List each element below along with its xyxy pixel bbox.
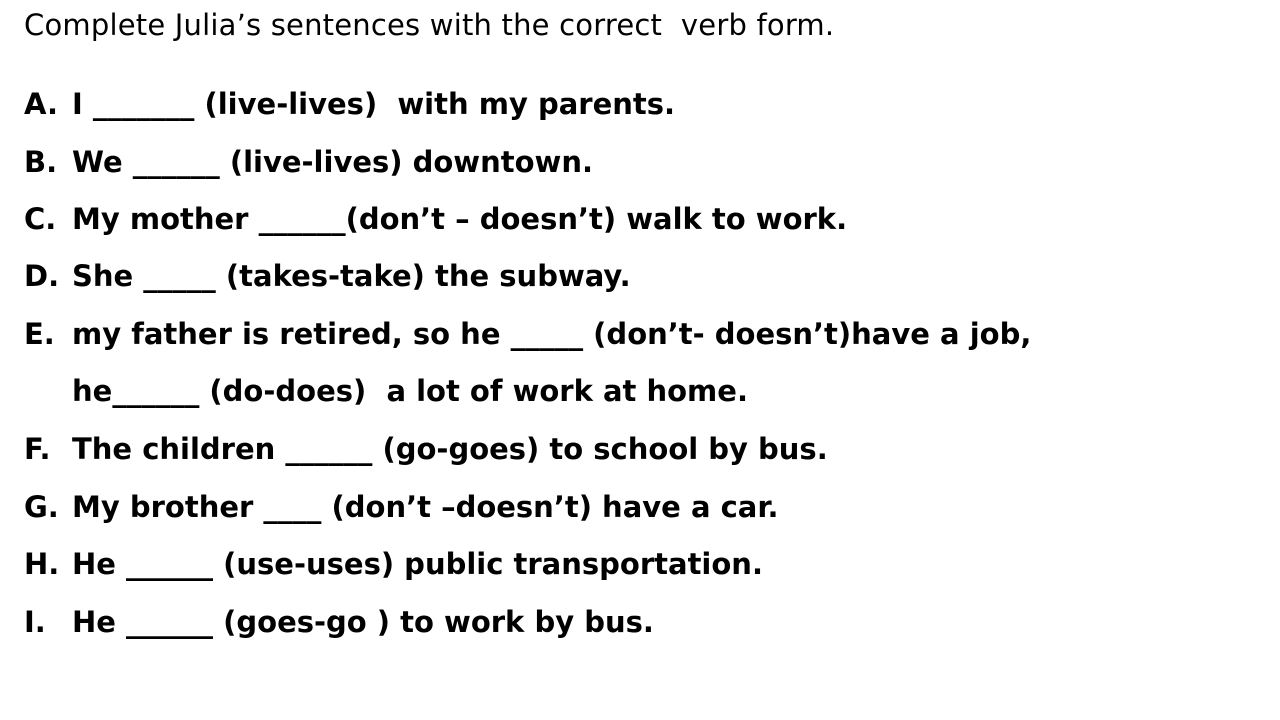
item-letter: C. [24,202,57,236]
item-sentence: He ______ (goes-go ) to work by bus. [72,605,654,639]
item-sentence: my father is retired, so he _____ (don’t- doesn’t)have a job, [72,317,1032,351]
exercise-item-e [24,309,1031,359]
item-sentence: He ______ (use-uses) public transportation. [72,547,763,581]
exercise-item-a [24,79,675,129]
item-sentence: My brother ____ (don’t –doesn’t) have a car. [72,490,779,524]
exercise-item-d [24,251,631,301]
item-letter: G. [24,490,59,524]
item-letter: I. [24,605,46,639]
exercise-item-h [24,539,763,589]
item-letter: B. [24,145,58,179]
item-sentence: We ______ (live-lives) downtown. [72,145,593,179]
item-letter: A. [24,87,58,121]
instruction-heading: Complete Julia’s sentences with the correct verb form. [24,8,835,42]
exercise-item-f [24,424,828,474]
item-letter: E. [24,317,55,351]
exercise-item-i [24,597,654,647]
item-letter: D. [24,259,60,293]
item-sentence: My mother ______(don’t – doesn’t) walk to work. [72,202,848,236]
exercise-item-g [24,482,779,532]
item-letter: F. [24,432,51,466]
item-sentence: The children ______ (go-goes) to school by bus. [72,432,828,466]
exercise-item-e-continuation: he______ (do-does) a lot of work at home. [72,374,748,408]
exercise-item-b [24,137,593,187]
exercise-item-c [24,194,847,244]
item-sentence: She _____ (takes-take) the subway. [72,259,631,293]
item-sentence: I _______ (live-lives) with my parents. [72,87,676,121]
item-letter: H. [24,547,60,581]
